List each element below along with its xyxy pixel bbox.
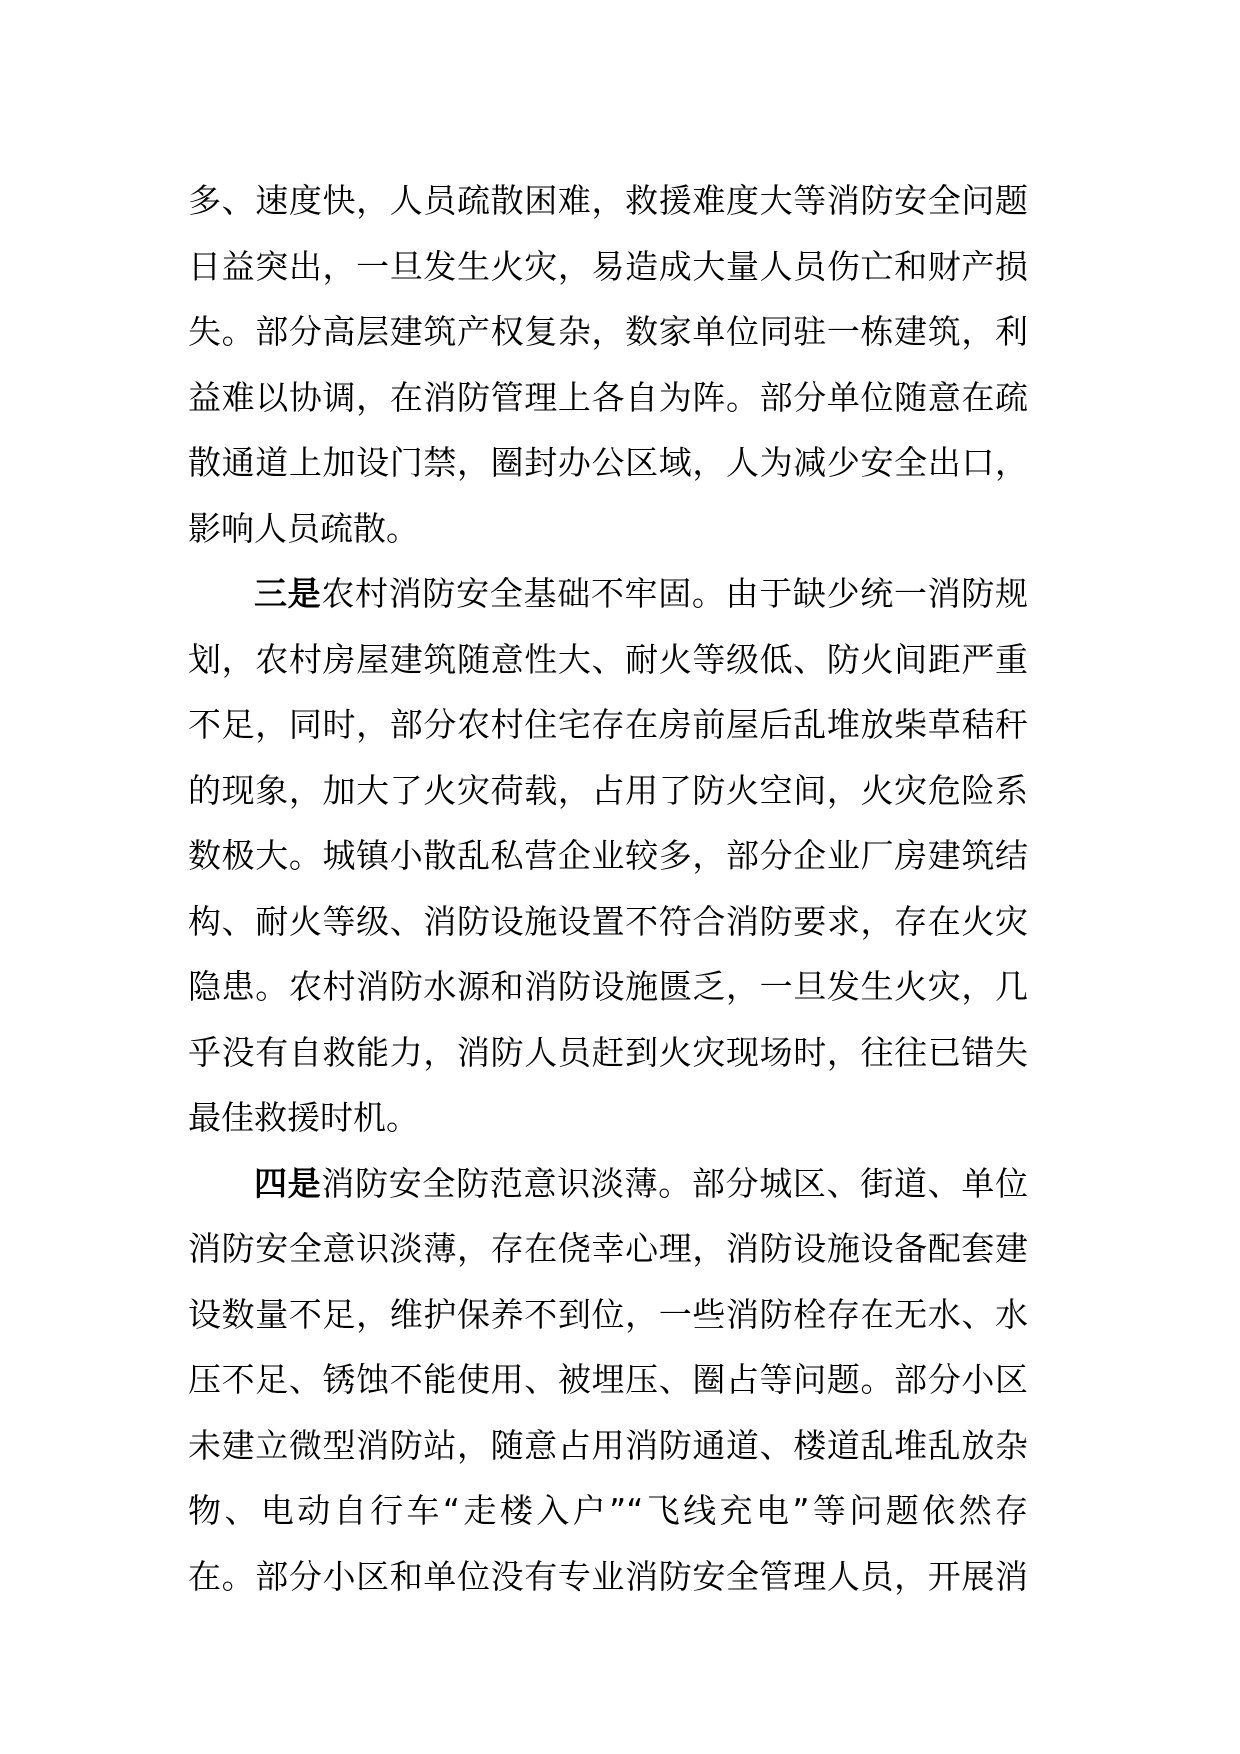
text-line: 的现象，加大了火灾荷载，占用了防火空间，火灾危险系 [188, 770, 1028, 810]
text-span: 消防安全防范意识淡薄。部分城区、街道、单位 [321, 1163, 1028, 1203]
text-line: 压不足、锈蚀不能使用、被埋压、圈占等问题。部分小区 [188, 1360, 1028, 1399]
text-line: 失。部分高层建筑产权复杂，数家单位同驻一栋建筑，利 [188, 312, 1028, 351]
text-line: 划，农村房屋建筑随意性大、耐火等级低、防火间距严重 [188, 639, 1028, 679]
text-line: 多、速度快，人员疏散困难，救援难度大等消防安全问题 [188, 181, 1028, 220]
paragraph-lead: 三是 [254, 574, 322, 613]
text-line: 未建立微型消防站，随意占用消防通道、楼道乱堆乱放杂 [188, 1425, 1028, 1465]
text-line: 最佳救援时机。 [188, 1098, 419, 1137]
body-text [188, 168, 1028, 1609]
text-line: 影响人员疏散。 [188, 508, 419, 548]
text-line: 设数量不足，维护保养不到位，一些消防栓存在无水、水 [188, 1294, 1028, 1334]
text-line: 在。部分小区和单位没有专业消防安全管理人员，开展消 [188, 1556, 1028, 1596]
paragraph-first-line [188, 1151, 1028, 1217]
text-line: 构、耐火等级、消防设施设置不符合消防要求，存在火灾 [188, 901, 1028, 941]
text-line: 物、电动自行车“走楼入户”“飞线充电”等问题依然存 [188, 1491, 1028, 1530]
text-line: 隐患。农村消防水源和消防设施匮乏，一旦发生火灾，几 [188, 967, 1028, 1006]
text-line: 数极大。城镇小散乱私营企业较多，部分企业厂房建筑结 [188, 836, 1028, 875]
text-span: 农村消防安全基础不牢固。由于缺少统一消防规 [321, 574, 1028, 613]
text-line: 日益突出，一旦发生火灾，易造成大量人员伤亡和财产损 [188, 246, 1028, 286]
text-line: 消防安全意识淡薄，存在侥幸心理，消防设施设备配套建 [188, 1229, 1028, 1268]
paragraph-first-line [188, 561, 1028, 627]
text-line: 益难以协调，在消防管理上各自为阵。部分单位随意在疏 [188, 377, 1028, 417]
paragraph-lead: 四是 [254, 1163, 322, 1203]
text-line: 乎没有自救能力，消防人员赶到火灾现场时，往往已错失 [188, 1032, 1028, 1072]
text-line: 不足，同时，部分农村住宅存在房前屋后乱堆放柴草秸秆 [188, 705, 1028, 744]
text-line: 散通道上加设门禁，圈封办公区域，人为减少安全出口， [188, 443, 1028, 482]
